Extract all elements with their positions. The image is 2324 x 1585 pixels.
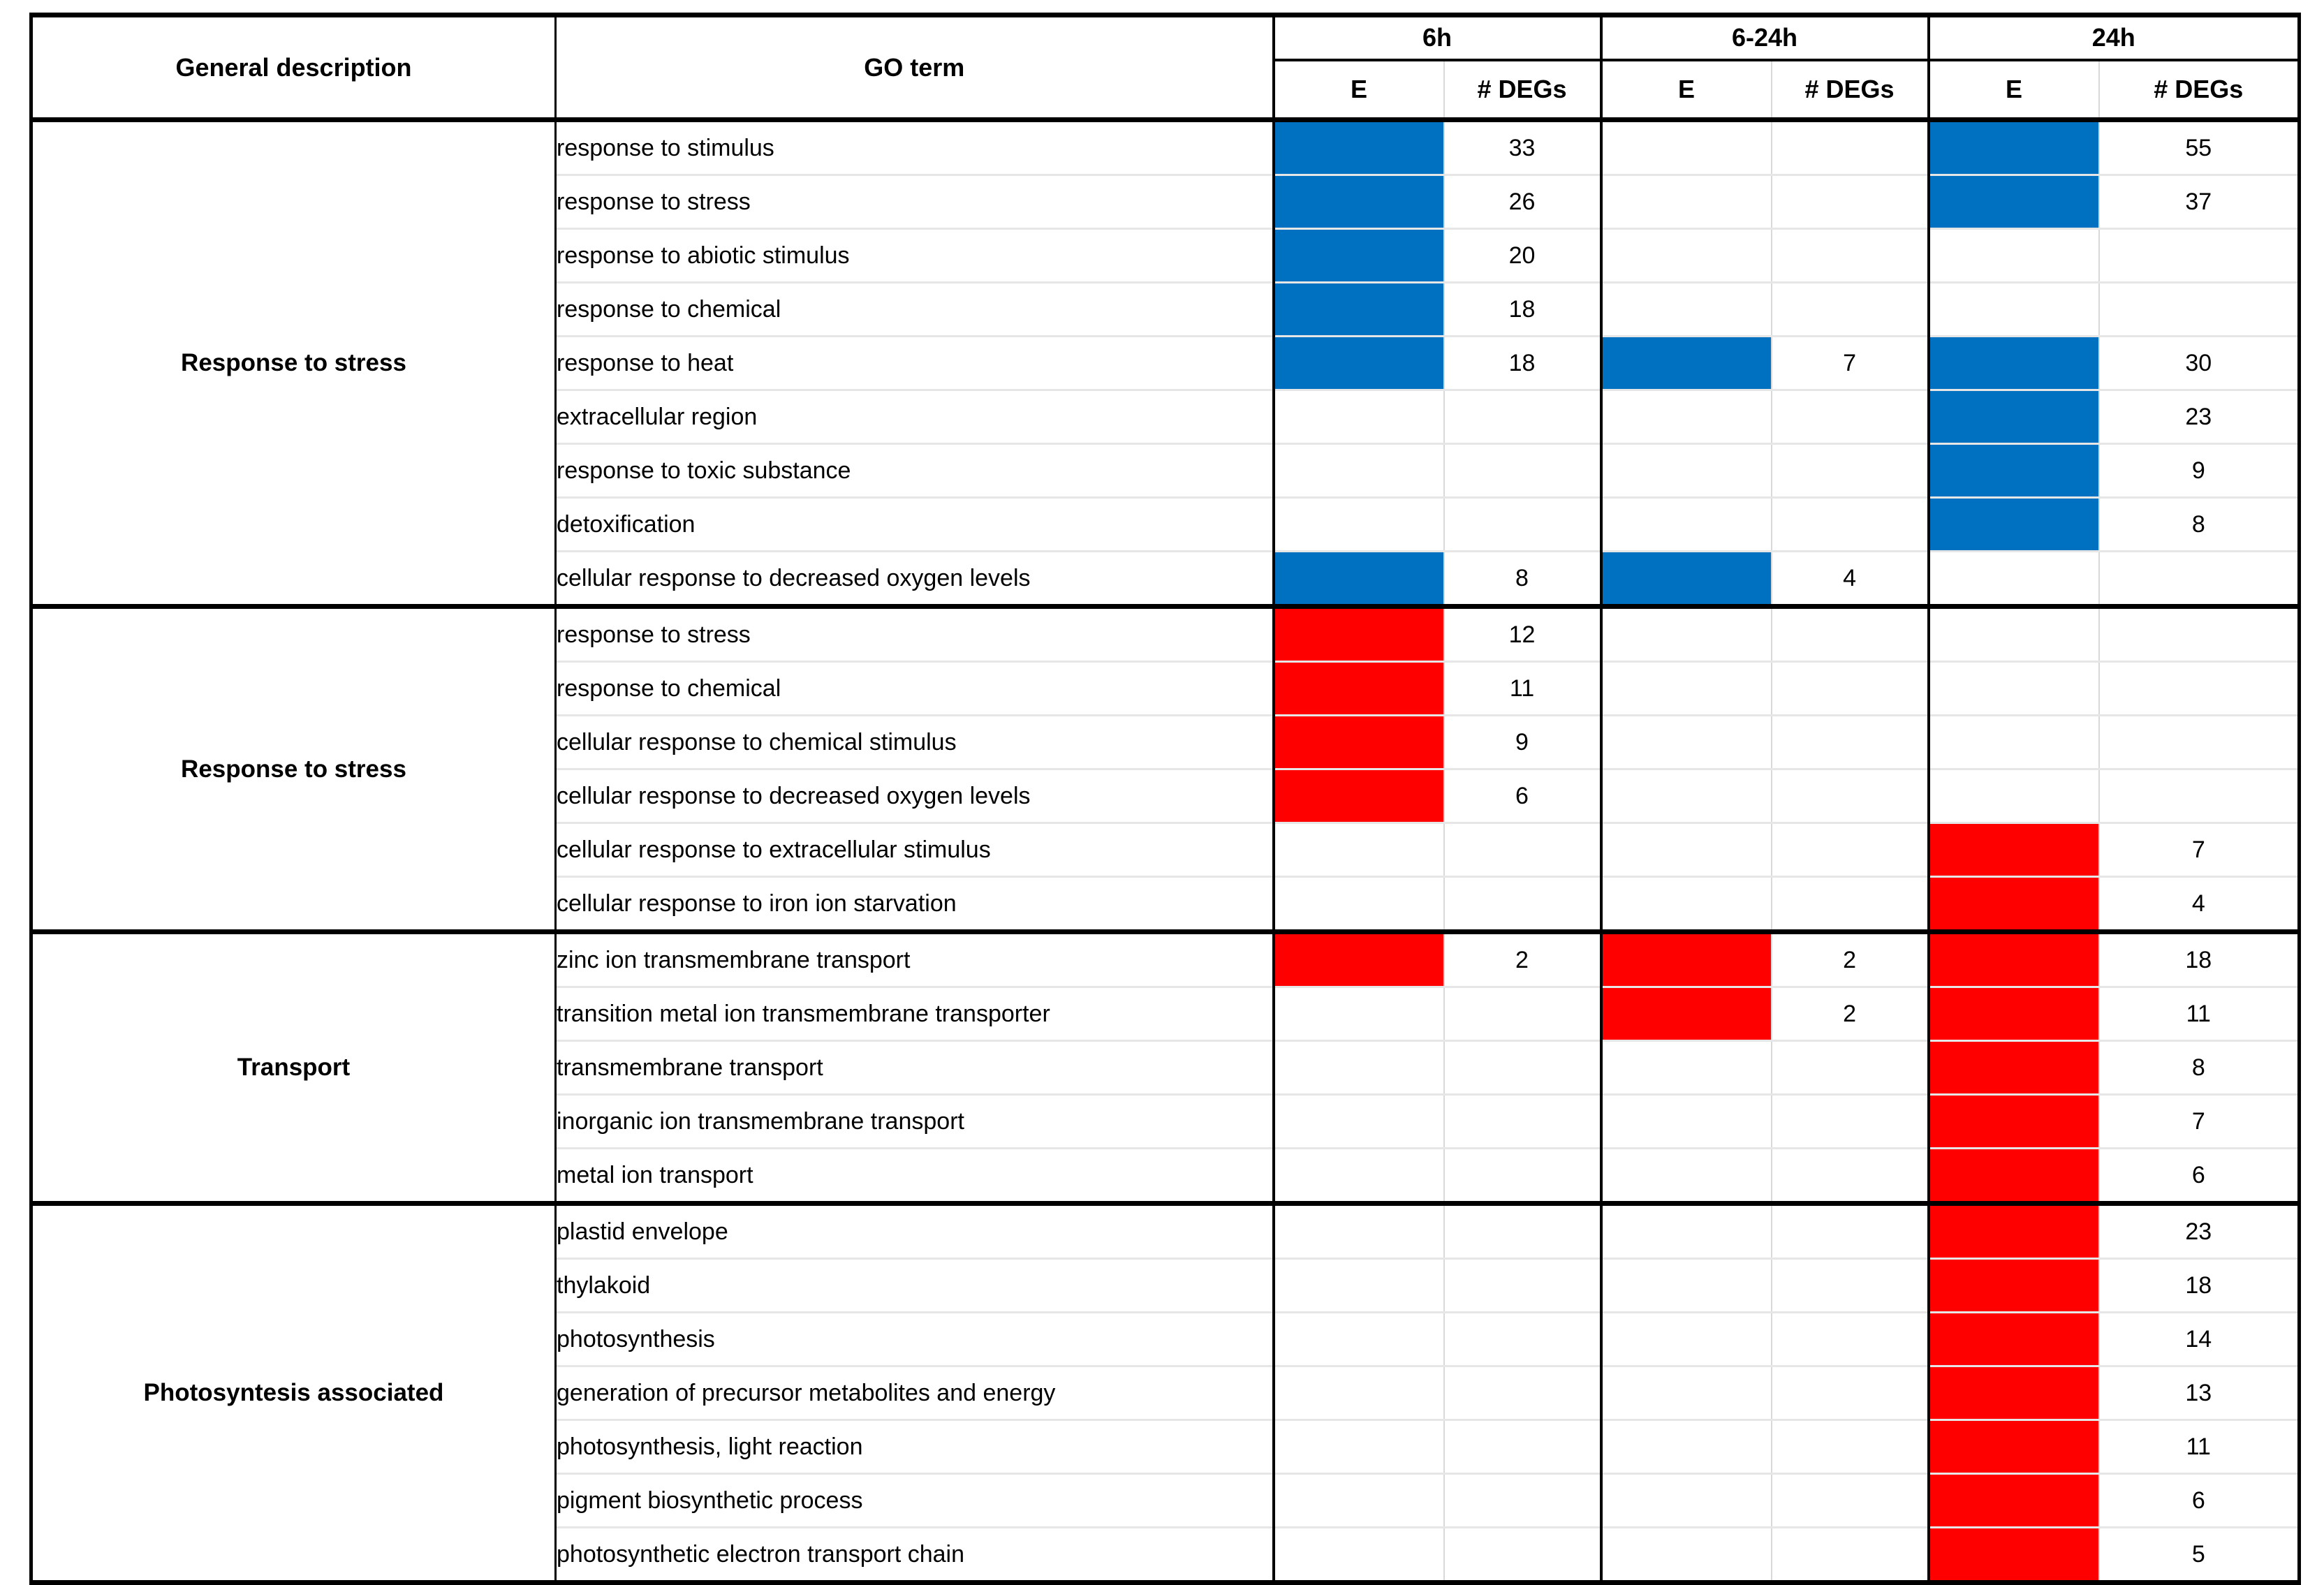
degs-cell-6-24h: 2: [1772, 932, 1929, 987]
e-cell-24h: [1929, 552, 2099, 607]
e-cell-6-24h: [1601, 716, 1772, 769]
e-cell-6-24h: [1601, 175, 1772, 229]
e-cell-6-24h: [1601, 1149, 1772, 1204]
go-term-cell: metal ion transport: [556, 1149, 1274, 1204]
enrichment-fill-red: [1930, 1096, 2098, 1147]
enrichment-fill-none: [1275, 1313, 1443, 1365]
enrichment-fill-none: [1603, 1313, 1771, 1365]
e-cell-6h: [1274, 716, 1444, 769]
header-general-description: General description: [31, 15, 556, 120]
degs-cell-6h: 6: [1444, 769, 1601, 823]
enrichment-fill-none: [1930, 609, 2098, 661]
degs-cell-6h: [1444, 823, 1601, 877]
enrichment-fill-none: [1930, 770, 2098, 822]
enrichment-fill-blue: [1275, 337, 1443, 389]
enrichment-fill-none: [1275, 878, 1443, 929]
e-cell-24h: [1929, 390, 2099, 444]
degs-cell-6-24h: [1772, 229, 1929, 283]
enrichment-fill-none: [1275, 1528, 1443, 1580]
degs-cell-6-24h: [1772, 1474, 1929, 1528]
degs-cell-6-24h: 2: [1772, 987, 1929, 1041]
enrichment-fill-none: [1603, 122, 1771, 174]
degs-cell-6h: [1444, 1528, 1601, 1583]
go-term-cell: photosynthetic electron transport chain: [556, 1528, 1274, 1583]
e-cell-6-24h: [1601, 1095, 1772, 1149]
go-term-cell: photosynthesis: [556, 1313, 1274, 1366]
enrichment-fill-none: [1275, 1149, 1443, 1201]
degs-cell-24h: 55: [2099, 120, 2300, 175]
enrichment-fill-none: [1275, 1475, 1443, 1526]
e-cell-24h: [1929, 175, 2099, 229]
go-term-cell: response to chemical: [556, 283, 1274, 337]
degs-cell-6h: [1444, 1420, 1601, 1474]
go-enrichment-table: [29, 13, 2301, 1585]
go-term-cell: cellular response to decreased oxygen levels: [556, 769, 1274, 823]
enrichment-fill-red: [1930, 824, 2098, 876]
degs-cell-6-24h: [1772, 498, 1929, 552]
degs-cell-24h: 11: [2099, 1420, 2300, 1474]
enrichment-fill-none: [1603, 230, 1771, 281]
enrichment-fill-none: [1603, 1475, 1771, 1526]
e-cell-6h: [1274, 1528, 1444, 1583]
enrichment-fill-none: [1603, 824, 1771, 876]
e-cell-6h: [1274, 662, 1444, 716]
e-cell-6-24h: [1601, 823, 1772, 877]
go-term-cell: response to toxic substance: [556, 444, 1274, 498]
enrichment-fill-none: [1930, 552, 2098, 604]
e-cell-24h: [1929, 1313, 2099, 1366]
degs-cell-24h: [2099, 769, 2300, 823]
e-cell-6-24h: [1601, 120, 1772, 175]
e-cell-24h: [1929, 283, 2099, 337]
table-row: [31, 120, 2300, 175]
degs-cell-24h: [2099, 552, 2300, 607]
e-cell-24h: [1929, 823, 2099, 877]
header-group-6h: 6h: [1274, 15, 1601, 60]
degs-cell-6-24h: [1772, 716, 1929, 769]
degs-cell-24h: [2099, 229, 2300, 283]
header-go-term: GO term: [556, 15, 1274, 120]
e-cell-6h: [1274, 120, 1444, 175]
e-cell-24h: [1929, 932, 2099, 987]
enrichment-fill-none: [1603, 663, 1771, 714]
degs-cell-24h: 13: [2099, 1366, 2300, 1420]
enrichment-fill-red: [1275, 770, 1443, 822]
e-cell-24h: [1929, 987, 2099, 1041]
degs-cell-6h: 2: [1444, 932, 1601, 987]
enrichment-fill-red: [1930, 1313, 2098, 1365]
degs-cell-6-24h: [1772, 607, 1929, 662]
go-term-cell: response to stress: [556, 175, 1274, 229]
e-cell-24h: [1929, 120, 2099, 175]
degs-cell-6-24h: [1772, 662, 1929, 716]
e-cell-6-24h: [1601, 337, 1772, 390]
enrichment-fill-none: [1603, 609, 1771, 661]
enrichment-fill-blue: [1275, 230, 1443, 281]
header-group-6-24h: 6-24h: [1601, 15, 1929, 60]
enrichment-fill-none: [1275, 445, 1443, 496]
degs-cell-24h: 7: [2099, 1095, 2300, 1149]
degs-cell-24h: [2099, 662, 2300, 716]
enrichment-fill-blue: [1930, 391, 2098, 443]
e-cell-6h: [1274, 552, 1444, 607]
enrichment-fill-none: [1603, 1206, 1771, 1258]
e-cell-6h: [1274, 390, 1444, 444]
enrichment-fill-red: [1930, 1475, 2098, 1526]
e-cell-6-24h: [1601, 1204, 1772, 1259]
degs-cell-24h: 4: [2099, 877, 2300, 932]
degs-cell-6h: 12: [1444, 607, 1601, 662]
go-term-cell: transition metal ion transmembrane transporter: [556, 987, 1274, 1041]
go-term-cell: thylakoid: [556, 1259, 1274, 1313]
enrichment-fill-none: [1603, 1149, 1771, 1201]
enrichment-fill-red: [1275, 934, 1443, 986]
e-cell-6-24h: [1601, 229, 1772, 283]
enrichment-fill-red: [1930, 878, 2098, 929]
e-cell-24h: [1929, 1149, 2099, 1204]
enrichment-fill-none: [1275, 1042, 1443, 1093]
e-cell-6h: [1274, 769, 1444, 823]
enrichment-fill-blue: [1930, 337, 2098, 389]
e-cell-6-24h: [1601, 283, 1772, 337]
e-cell-6-24h: [1601, 498, 1772, 552]
e-cell-24h: [1929, 1528, 2099, 1583]
enrichment-fill-none: [1603, 499, 1771, 550]
enrichment-fill-none: [1603, 445, 1771, 496]
go-term-cell: extracellular region: [556, 390, 1274, 444]
e-cell-6h: [1274, 498, 1444, 552]
e-cell-6h: [1274, 1420, 1444, 1474]
enrichment-fill-red: [1930, 934, 2098, 986]
enrichment-fill-none: [1603, 1528, 1771, 1580]
go-term-cell: inorganic ion transmembrane transport: [556, 1095, 1274, 1149]
header-e-24h: E: [1929, 60, 2099, 120]
enrichment-fill-none: [1275, 824, 1443, 876]
enrichment-fill-red: [1275, 716, 1443, 768]
go-term-cell: response to abiotic stimulus: [556, 229, 1274, 283]
enrichment-fill-blue: [1930, 176, 2098, 228]
enrichment-fill-blue: [1930, 499, 2098, 550]
degs-cell-6h: [1444, 1204, 1601, 1259]
degs-cell-24h: 8: [2099, 1041, 2300, 1095]
enrichment-fill-none: [1275, 1367, 1443, 1419]
e-cell-6h: [1274, 932, 1444, 987]
enrichment-fill-none: [1603, 1367, 1771, 1419]
go-term-cell: generation of precursor metabolites and energy: [556, 1366, 1274, 1420]
e-cell-6-24h: [1601, 444, 1772, 498]
enrichment-fill-red: [1930, 1260, 2098, 1311]
e-cell-24h: [1929, 1204, 2099, 1259]
degs-cell-24h: 23: [2099, 390, 2300, 444]
degs-cell-6-24h: 7: [1772, 337, 1929, 390]
enrichment-fill-none: [1603, 1421, 1771, 1473]
enrichment-fill-red: [1930, 1042, 2098, 1093]
e-cell-24h: [1929, 1420, 2099, 1474]
e-cell-6h: [1274, 1366, 1444, 1420]
table-header: [31, 15, 2300, 120]
degs-cell-6-24h: [1772, 1204, 1929, 1259]
degs-cell-6-24h: [1772, 1420, 1929, 1474]
degs-cell-6h: 11: [1444, 662, 1601, 716]
degs-cell-6h: [1444, 1474, 1601, 1528]
e-cell-24h: [1929, 444, 2099, 498]
e-cell-24h: [1929, 769, 2099, 823]
e-cell-6h: [1274, 1149, 1444, 1204]
go-term-cell: response to heat: [556, 337, 1274, 390]
e-cell-6-24h: [1601, 987, 1772, 1041]
e-cell-24h: [1929, 607, 2099, 662]
e-cell-6-24h: [1601, 932, 1772, 987]
enrichment-fill-red: [1603, 934, 1771, 986]
e-cell-24h: [1929, 337, 2099, 390]
enrichment-fill-blue: [1275, 122, 1443, 174]
enrichment-fill-none: [1603, 176, 1771, 228]
e-cell-6h: [1274, 444, 1444, 498]
e-cell-6h: [1274, 607, 1444, 662]
general-description-label: Photosyntesis associated: [143, 1379, 444, 1406]
degs-cell-6h: [1444, 390, 1601, 444]
enrichment-fill-none: [1603, 1042, 1771, 1093]
e-cell-6h: [1274, 175, 1444, 229]
e-cell-6-24h: [1601, 1259, 1772, 1313]
e-cell-24h: [1929, 1474, 2099, 1528]
header-degs-6h: # DEGs: [1444, 60, 1601, 120]
degs-cell-6h: [1444, 1366, 1601, 1420]
enrichment-fill-blue: [1603, 552, 1771, 604]
e-cell-6h: [1274, 1313, 1444, 1366]
degs-cell-6-24h: [1772, 823, 1929, 877]
degs-cell-24h: [2099, 716, 2300, 769]
go-term-cell: cellular response to decreased oxygen levels: [556, 552, 1274, 607]
enrichment-fill-red: [1930, 1528, 2098, 1580]
e-cell-6h: [1274, 1204, 1444, 1259]
go-term-cell: pigment biosynthetic process: [556, 1474, 1274, 1528]
enrichment-fill-none: [1603, 391, 1771, 443]
e-cell-6h: [1274, 283, 1444, 337]
enrichment-fill-none: [1603, 716, 1771, 768]
enrichment-fill-blue: [1930, 122, 2098, 174]
enrichment-fill-none: [1930, 716, 2098, 768]
enrichment-fill-blue: [1930, 445, 2098, 496]
general-description-cell: [31, 120, 556, 607]
table-row: [31, 1204, 2300, 1259]
degs-cell-6-24h: [1772, 120, 1929, 175]
e-cell-24h: [1929, 1366, 2099, 1420]
e-cell-24h: [1929, 1095, 2099, 1149]
enrichment-fill-blue: [1275, 552, 1443, 604]
go-term-cell: photosynthesis, light reaction: [556, 1420, 1274, 1474]
degs-cell-6-24h: [1772, 1366, 1929, 1420]
header-e-6-24h: E: [1601, 60, 1772, 120]
enrichment-fill-none: [1930, 283, 2098, 335]
e-cell-24h: [1929, 1041, 2099, 1095]
degs-cell-6-24h: 4: [1772, 552, 1929, 607]
enrichment-fill-blue: [1275, 283, 1443, 335]
degs-cell-6h: [1444, 1313, 1601, 1366]
degs-cell-6-24h: [1772, 175, 1929, 229]
degs-cell-6-24h: [1772, 1095, 1929, 1149]
enrichment-fill-none: [1275, 1421, 1443, 1473]
degs-cell-24h: 14: [2099, 1313, 2300, 1366]
degs-cell-24h: 6: [2099, 1149, 2300, 1204]
enrichment-fill-none: [1275, 1096, 1443, 1147]
degs-cell-24h: 5: [2099, 1528, 2300, 1583]
degs-cell-6h: 18: [1444, 283, 1601, 337]
e-cell-24h: [1929, 662, 2099, 716]
header-degs-6-24h: # DEGs: [1772, 60, 1929, 120]
enrichment-fill-red: [1930, 1206, 2098, 1258]
general-description-label: Response to stress: [181, 755, 406, 783]
table-row: [31, 932, 2300, 987]
enrichment-fill-red: [1930, 1367, 2098, 1419]
e-cell-6-24h: [1601, 662, 1772, 716]
degs-cell-6h: [1444, 1041, 1601, 1095]
degs-cell-6h: 18: [1444, 337, 1601, 390]
degs-cell-24h: [2099, 607, 2300, 662]
header-degs-24h: # DEGs: [2099, 60, 2300, 120]
degs-cell-6-24h: [1772, 1041, 1929, 1095]
degs-cell-6h: [1444, 444, 1601, 498]
enrichment-fill-red: [1275, 663, 1443, 714]
table-row: [31, 607, 2300, 662]
degs-cell-6h: [1444, 498, 1601, 552]
enrichment-fill-red: [1930, 988, 2098, 1040]
enrichment-fill-red: [1603, 988, 1771, 1040]
degs-cell-24h: 8: [2099, 498, 2300, 552]
e-cell-24h: [1929, 716, 2099, 769]
degs-cell-6h: 26: [1444, 175, 1601, 229]
enrichment-fill-none: [1603, 878, 1771, 929]
degs-cell-6h: [1444, 1095, 1601, 1149]
degs-cell-6-24h: [1772, 1259, 1929, 1313]
e-cell-24h: [1929, 498, 2099, 552]
table-body: [31, 120, 2300, 1583]
e-cell-6-24h: [1601, 769, 1772, 823]
enrichment-fill-none: [1603, 1096, 1771, 1147]
go-term-cell: response to stress: [556, 607, 1274, 662]
degs-cell-6-24h: [1772, 1313, 1929, 1366]
enrichment-fill-red: [1275, 609, 1443, 661]
degs-cell-24h: 30: [2099, 337, 2300, 390]
degs-cell-6h: [1444, 877, 1601, 932]
enrichment-fill-red: [1930, 1149, 2098, 1201]
degs-cell-24h: 23: [2099, 1204, 2300, 1259]
go-term-cell: cellular response to chemical stimulus: [556, 716, 1274, 769]
degs-cell-6-24h: [1772, 390, 1929, 444]
header-row-groups: [31, 15, 2300, 60]
e-cell-6-24h: [1601, 1313, 1772, 1366]
enrichment-fill-none: [1930, 663, 2098, 714]
enrichment-fill-none: [1603, 1260, 1771, 1311]
e-cell-6h: [1274, 229, 1444, 283]
enrichment-fill-none: [1275, 1260, 1443, 1311]
enrichment-fill-red: [1930, 1421, 2098, 1473]
general-description-cell: [31, 932, 556, 1204]
degs-cell-6h: 8: [1444, 552, 1601, 607]
degs-cell-6h: 33: [1444, 120, 1601, 175]
e-cell-6-24h: [1601, 607, 1772, 662]
degs-cell-6-24h: [1772, 1149, 1929, 1204]
enrichment-fill-none: [1930, 230, 2098, 281]
enrichment-fill-blue: [1603, 337, 1771, 389]
e-cell-6-24h: [1601, 1041, 1772, 1095]
e-cell-6h: [1274, 877, 1444, 932]
go-term-cell: cellular response to iron ion starvation: [556, 877, 1274, 932]
go-term-cell: plastid envelope: [556, 1204, 1274, 1259]
header-e-6h: E: [1274, 60, 1444, 120]
e-cell-6-24h: [1601, 1474, 1772, 1528]
degs-cell-6-24h: [1772, 877, 1929, 932]
degs-cell-24h: 6: [2099, 1474, 2300, 1528]
degs-cell-6h: [1444, 1259, 1601, 1313]
enrichment-fill-none: [1275, 499, 1443, 550]
degs-cell-6h: 20: [1444, 229, 1601, 283]
e-cell-6-24h: [1601, 390, 1772, 444]
degs-cell-6-24h: [1772, 1528, 1929, 1583]
e-cell-6-24h: [1601, 1420, 1772, 1474]
e-cell-24h: [1929, 1259, 2099, 1313]
e-cell-6-24h: [1601, 1366, 1772, 1420]
general-description-cell: [31, 607, 556, 932]
degs-cell-24h: 9: [2099, 444, 2300, 498]
degs-cell-6h: [1444, 1149, 1601, 1204]
degs-cell-6-24h: [1772, 283, 1929, 337]
e-cell-6-24h: [1601, 552, 1772, 607]
degs-cell-24h: 18: [2099, 1259, 2300, 1313]
e-cell-6h: [1274, 1041, 1444, 1095]
enrichment-fill-blue: [1275, 176, 1443, 228]
general-description-label: Transport: [237, 1054, 351, 1081]
go-term-cell: detoxification: [556, 498, 1274, 552]
e-cell-6h: [1274, 823, 1444, 877]
degs-cell-24h: 18: [2099, 932, 2300, 987]
degs-cell-24h: 11: [2099, 987, 2300, 1041]
e-cell-6h: [1274, 1259, 1444, 1313]
degs-cell-24h: [2099, 283, 2300, 337]
go-term-cell: transmembrane transport: [556, 1041, 1274, 1095]
e-cell-24h: [1929, 877, 2099, 932]
degs-cell-24h: 37: [2099, 175, 2300, 229]
e-cell-6h: [1274, 987, 1444, 1041]
enrichment-fill-none: [1275, 988, 1443, 1040]
e-cell-24h: [1929, 229, 2099, 283]
general-description-cell: [31, 1204, 556, 1583]
e-cell-6h: [1274, 1474, 1444, 1528]
go-term-cell: zinc ion transmembrane transport: [556, 932, 1274, 987]
degs-cell-6-24h: [1772, 444, 1929, 498]
go-term-cell: cellular response to extracellular stimulus: [556, 823, 1274, 877]
degs-cell-6-24h: [1772, 769, 1929, 823]
header-group-24h: 24h: [1929, 15, 2300, 60]
enrichment-fill-none: [1603, 770, 1771, 822]
enrichment-fill-none: [1603, 283, 1771, 335]
e-cell-6-24h: [1601, 1528, 1772, 1583]
degs-cell-6h: 9: [1444, 716, 1601, 769]
e-cell-6h: [1274, 1095, 1444, 1149]
e-cell-6h: [1274, 337, 1444, 390]
go-term-cell: response to stimulus: [556, 120, 1274, 175]
enrichment-fill-none: [1275, 391, 1443, 443]
e-cell-6-24h: [1601, 877, 1772, 932]
enrichment-fill-none: [1275, 1206, 1443, 1258]
degs-cell-24h: 7: [2099, 823, 2300, 877]
general-description-label: Response to stress: [181, 349, 406, 376]
go-term-cell: response to chemical: [556, 662, 1274, 716]
degs-cell-6h: [1444, 987, 1601, 1041]
